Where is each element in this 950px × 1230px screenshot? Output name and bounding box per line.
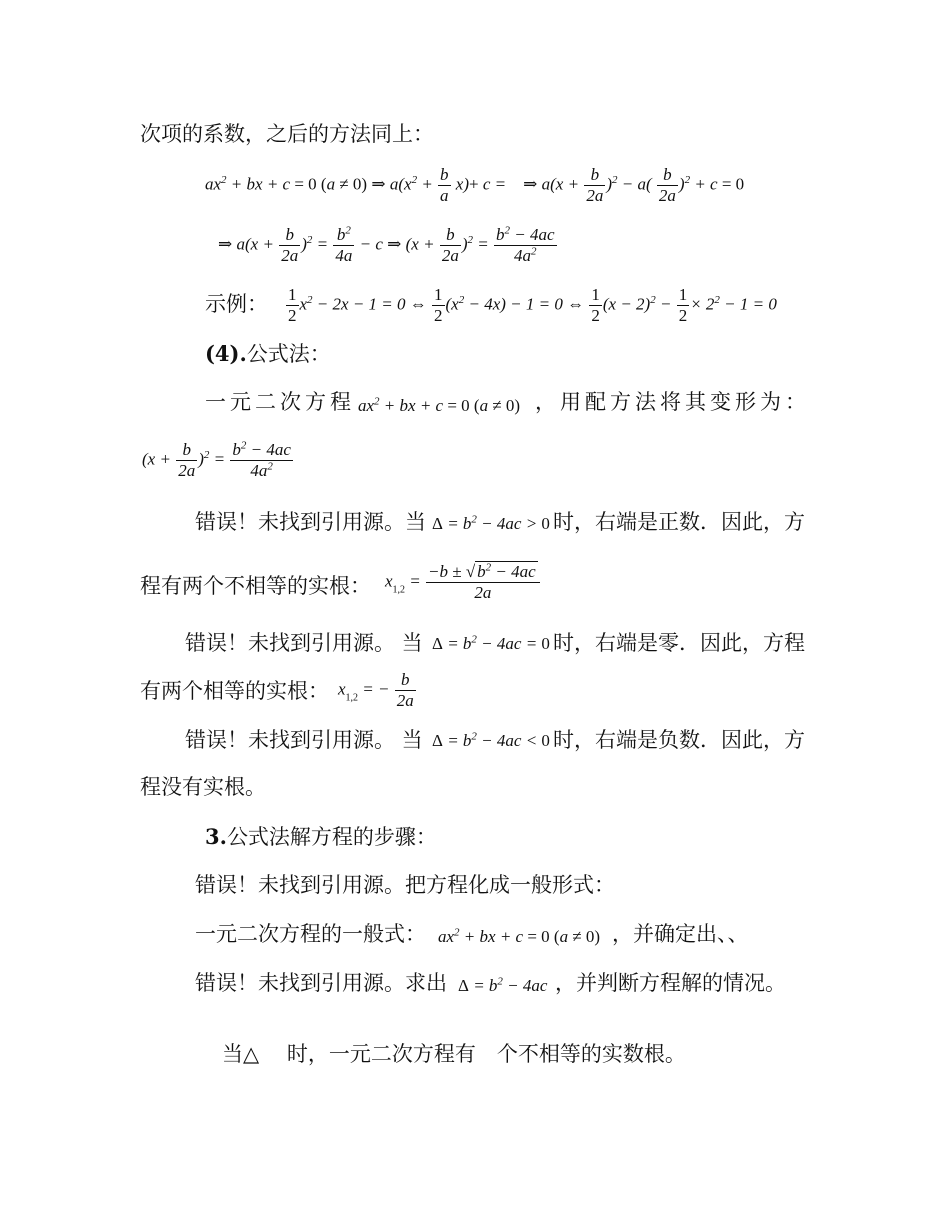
math-example: $\frac{1}{2}$ $x^2 - 2x - 1 = 0$ ⇔ $\frac{1}{2}$ $(x^2 - 4x) - 1 = 0$ ⇔ $\frac{1}{2}$ $(x - 2)^2$ − $\frac{1}{2}$ × $2^2 - 1 = 0$: [288, 285, 777, 325]
math-delta-zero: $\Delta = b^2 - 4ac = 0$: [432, 633, 550, 653]
steps-number: 3.: [205, 824, 227, 849]
text-error-3b: 时，右端是负数．因此，方: [553, 728, 805, 752]
text-general-a: 一元二次方程的一般式：: [195, 922, 426, 946]
math-general-form-2: $ax^2$ + bx + c = 0 (a ≠ 0): [438, 926, 601, 946]
text-step-2b: ，并判断方程解的情况。: [555, 971, 786, 995]
section-title: 公式法：: [246, 342, 331, 366]
text-general-b: ，并确定出、、: [612, 922, 749, 946]
text-line-transform-b: ，用配方法将其变形为：: [535, 390, 810, 414]
example-label: 示例：: [205, 292, 268, 316]
math-delta-negative: $\Delta = b^2 - 4ac < 0$: [432, 730, 550, 750]
text-error-3c: 程没有实根。: [140, 775, 266, 799]
math-roots-distinct: $x_{1,2}$ = $\frac{-b \pm √ b^2 - 4ac}{2a}$: [385, 562, 541, 603]
math-root-equal: $x_{1,2}$ = − $\frac{b}{2a}$: [338, 670, 414, 710]
math-transformed: (x + $\frac{b}{2a}$ )$^2$ = $\frac{b^2 - 4ac}{4a^2}$: [142, 439, 291, 480]
math-discriminant: $\Delta = b^2 - 4ac$: [458, 975, 548, 995]
text-step-2a: 错误！未找到引用源。求出: [195, 971, 447, 995]
text-error-1a: 错误！未找到引用源。当: [195, 510, 426, 534]
steps-title: 公式法解方程的步骤：: [226, 825, 437, 849]
math-general-form-1: $ax^2$ + bx + c = 0 (a ≠ 0): [358, 395, 521, 415]
text-error-1b: 时，右端是正数．因此，方: [553, 510, 805, 534]
section-heading-formula: [205, 340, 331, 368]
text-step-1: 错误！未找到引用源。把方程化成一般形式：: [195, 873, 615, 897]
math-completing-square-2: ⇒ a(x + $\frac{b}{2a}$ )$^2$ = $\frac{b^2}{4a}$ − c ⇒ (x + $\frac{b}{2a}$ )$^2$ = $\frac{b^2 - 4ac}{4a^2}$: [218, 224, 555, 265]
math-delta-positive: $\Delta = b^2 - 4ac > 0$: [432, 513, 550, 533]
math-completing-square-1: $ax^2$ + bx + c = 0 (a ≠ 0) ⇒ $a(x^2$ + $\frac{b}{a}$ x)+ c = ⇒ a(x + $\frac{b}{2a}$ )$^2$ − a( $\frac{b}{2a}$ )$^2$ + c = 0: [205, 165, 745, 205]
section-heading-steps: [205, 823, 437, 851]
text-error-2a: 错误！未找到引用源。 当: [185, 631, 423, 655]
text-error-3a: 错误！未找到引用源。 当: [185, 728, 423, 752]
text-error-1c: 程有两个不相等的实根：: [140, 574, 371, 598]
text-line-transform-a: 一元二次方程: [205, 390, 355, 414]
text-error-2c: 有两个相等的实根：: [140, 679, 329, 703]
section-number: (4).: [205, 341, 247, 366]
text-line-coefficient: 次项的系数，之后的方法同上：: [140, 122, 434, 146]
text-error-2b: 时，右端是零．因此，方程: [553, 631, 805, 655]
text-last-line: 当△ 时，一元二次方程有 个不相等的实数根。: [222, 1042, 686, 1066]
